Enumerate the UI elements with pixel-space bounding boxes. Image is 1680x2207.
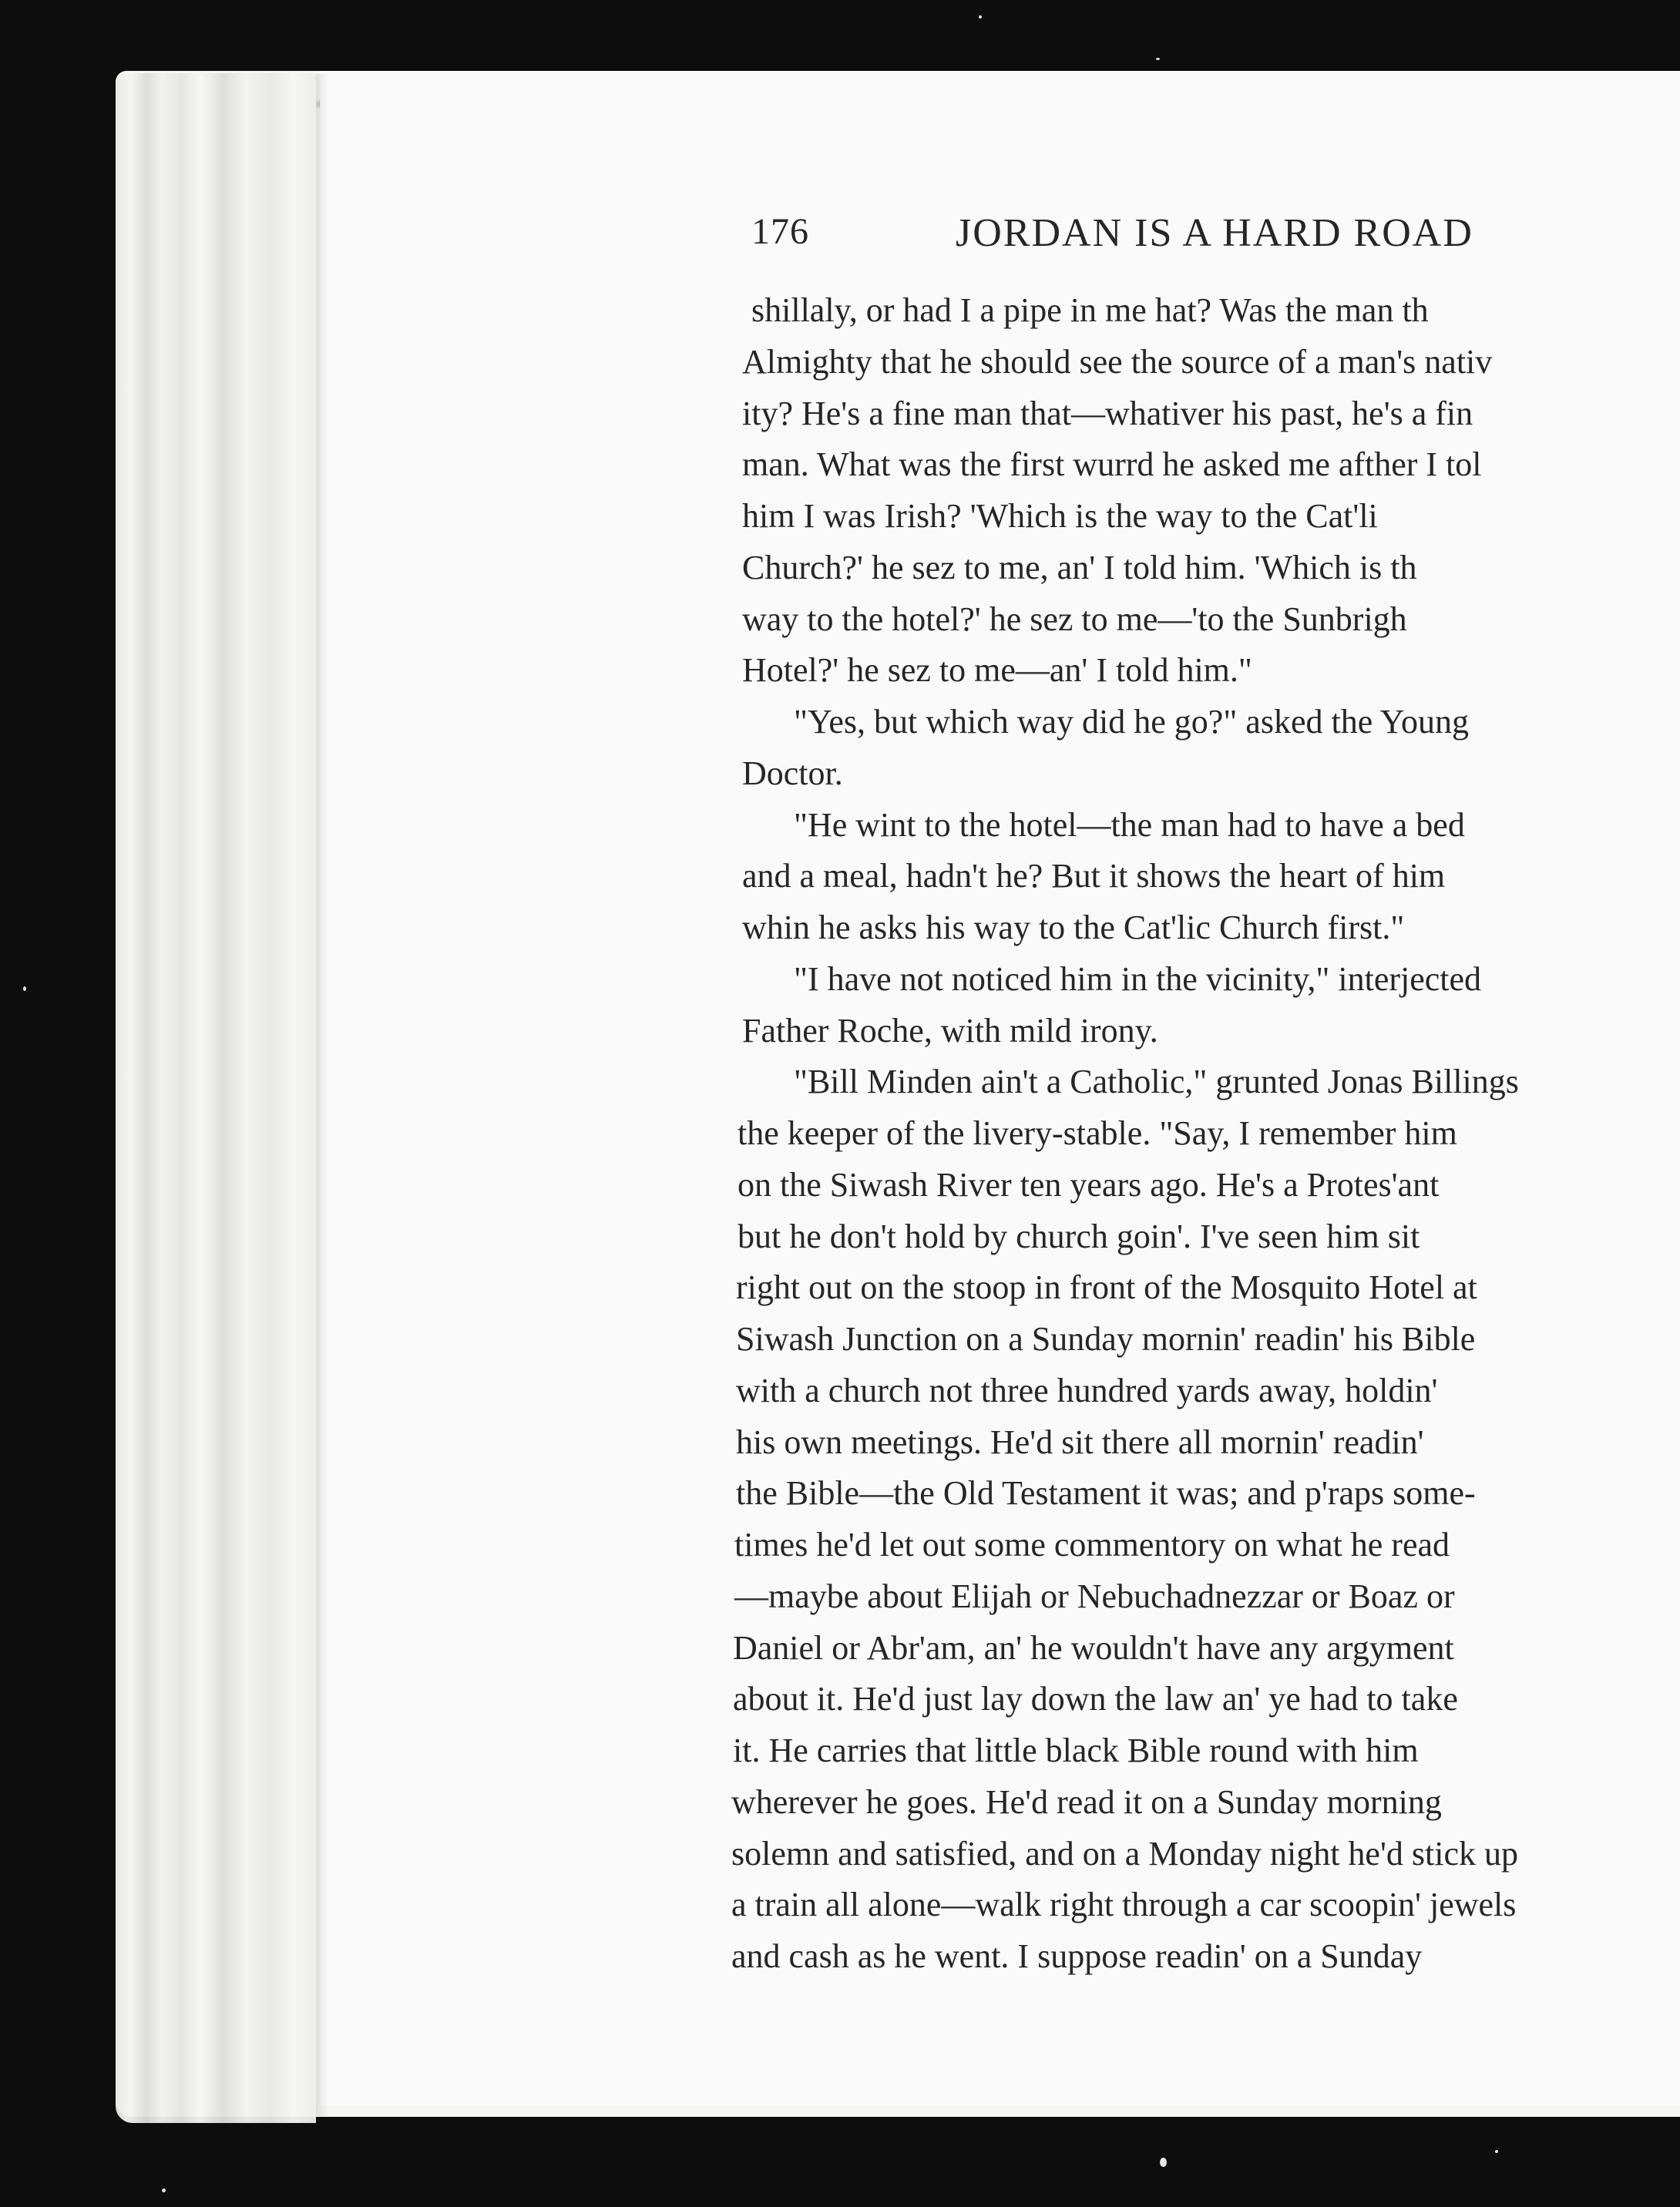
page-number: 176 — [751, 211, 809, 252]
text-line: shillaly, or had I a pipe in me hat? Was the man th — [751, 291, 1429, 329]
text-line: Doctor. — [742, 754, 843, 792]
text-line: "Bill Minden ain't a Catholic," grunted Jonas Billings — [794, 1063, 1519, 1100]
running-title: JORDAN IS A HARD ROAD — [956, 211, 1473, 255]
page-gutter-shadow — [316, 74, 328, 2116]
text-line: the keeper of the livery-stable. "Say, I remember him — [738, 1114, 1457, 1152]
text-line: man. What was the first wurrd he asked me afther I tol — [742, 445, 1482, 483]
text-line: Almighty that he should see the source of a man's nativ — [742, 343, 1493, 381]
text-line: Father Roche, with mild irony. — [742, 1012, 1158, 1050]
text-line: it. He carries that little black Bible round with him — [733, 1732, 1419, 1769]
text-line: "I have not noticed him in the vicinity," interjected — [794, 960, 1482, 998]
text-line: Daniel or Abr'am, an' he wouldn't have any argyment — [733, 1629, 1454, 1667]
dust-speck — [23, 986, 26, 991]
text-line: right out on the stoop in front of the Mosquito Hotel at — [736, 1268, 1477, 1306]
text-line: whin he asks his way to the Cat'lic Church first." — [742, 909, 1405, 946]
text-line: Siwash Junction on a Sunday mornin' readin' his Bible — [736, 1320, 1476, 1358]
text-line: and cash as he went. I suppose readin' on a Sunday — [731, 1937, 1423, 1975]
text-line: the Bible—the Old Testament it was; and p'raps some- — [736, 1474, 1476, 1512]
dust-speck — [1156, 58, 1160, 60]
page-header — [420, 204, 1680, 274]
text-line: on the Siwash River ten years ago. He's a Protes'ant — [738, 1166, 1440, 1204]
text-line: his own meetings. He'd sit there all mornin' readin' — [736, 1423, 1424, 1461]
text-line: and a meal, hadn't he? But it shows the heart of him — [742, 857, 1446, 895]
text-line: with a church not three hundred yards away, holdin' — [736, 1372, 1438, 1409]
text-line: a train all alone—walk right through a car scoopin' jewels — [731, 1886, 1517, 1923]
text-line: ity? He's a fine man that—whativer his past, he's a fin — [742, 395, 1473, 432]
dust-speck — [162, 2189, 166, 2192]
text-line: but he don't hold by church goin'. I've seen him sit — [738, 1218, 1420, 1255]
text-line: "He wint to the hotel—the man had to have a bed — [794, 806, 1465, 844]
page-text — [420, 204, 1680, 1975]
text-line: Church?' he sez to me, an' I told him. 'Which is th — [742, 549, 1417, 586]
text-line: way to the hotel?' he sez to me—'to the Sunbrigh — [742, 600, 1407, 638]
text-line: solemn and satisfied, and on a Monday night he'd stick up — [731, 1835, 1518, 1873]
text-line: "Yes, but which way did he go?" asked the Young — [794, 703, 1469, 741]
text-line: Hotel?' he sez to me—an' I told him." — [742, 651, 1252, 689]
text-line: about it. He'd just lay down the law an' ye had to take — [733, 1680, 1458, 1718]
dust-speck — [979, 15, 982, 18]
text-line: wherever he goes. He'd read it on a Sunday morning — [731, 1783, 1442, 1821]
dust-speck — [1495, 2150, 1498, 2153]
text-line: —maybe about Elijah or Nebuchadnezzar or Boaz or — [734, 1577, 1455, 1615]
text-line: him I was Irish? 'Which is the way to the Cat'li — [742, 497, 1378, 535]
page-edges — [116, 73, 316, 2123]
text-line: times he'd let out some commentory on what he read — [734, 1526, 1450, 1564]
dust-speck — [1160, 2158, 1167, 2167]
